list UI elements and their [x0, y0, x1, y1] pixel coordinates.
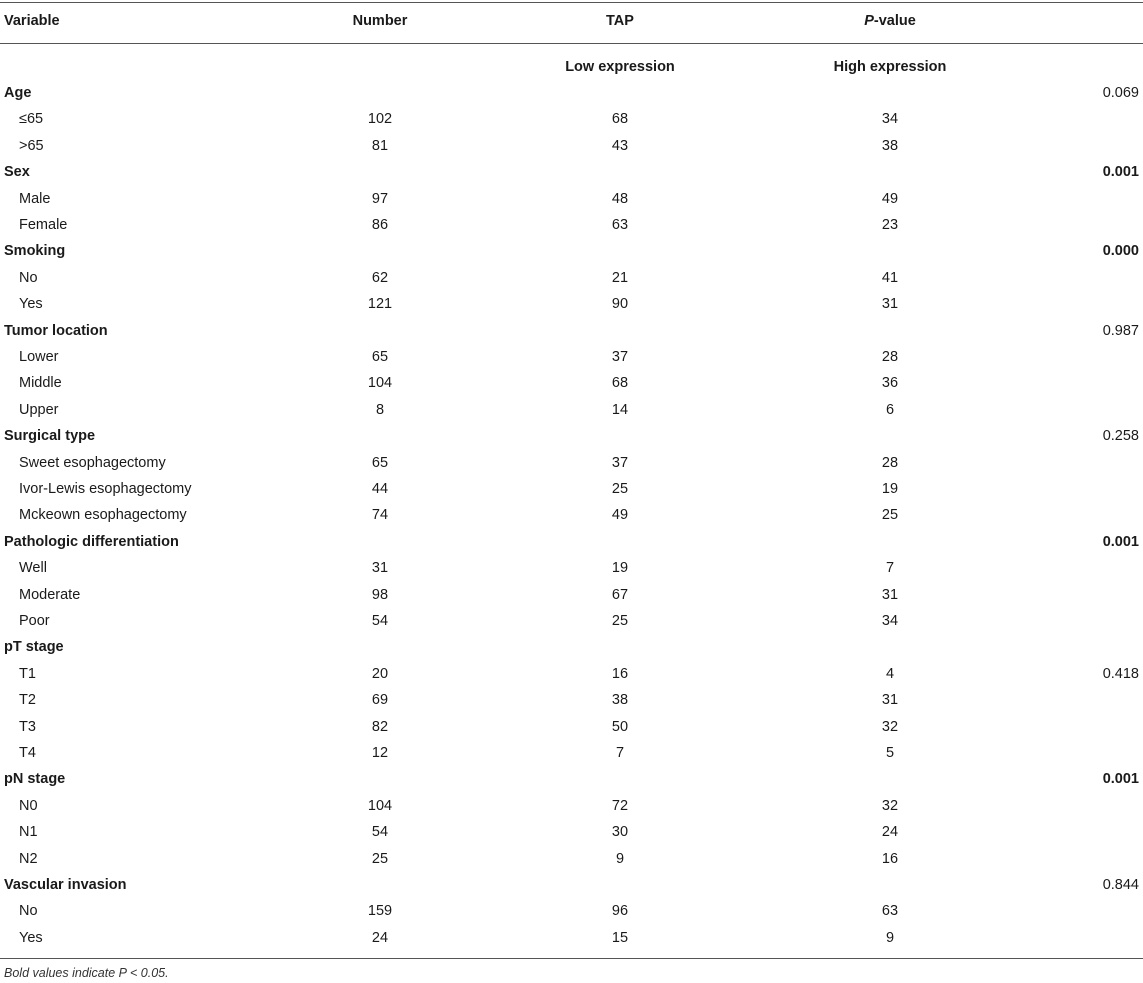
cell-high-expression: 25 [881, 507, 899, 524]
cell-low-expression: 25 [611, 481, 629, 497]
cell-low-expression: 38 [611, 692, 629, 709]
table-row [0, 661, 1143, 687]
cell-low-expression: 7 [615, 745, 625, 761]
header-pvalue-rest: -value [873, 13, 916, 29]
row-label: Well [19, 560, 47, 577]
cell-number: 82 [371, 718, 389, 735]
row-label: Male [19, 190, 51, 207]
header-pvalue [810, 8, 970, 34]
row-label: N2 [19, 850, 38, 867]
cell-high-expression: 36 [881, 375, 899, 392]
top-rule [0, 2, 1143, 3]
cell-high-expression: 34 [881, 111, 899, 128]
table-row [0, 106, 1143, 132]
table-row [0, 370, 1143, 396]
cell-high-expression: 63 [881, 903, 899, 920]
table-row [0, 344, 1143, 370]
table-footnote: Bold values indicate P < 0.05. [4, 966, 169, 980]
table-row [0, 397, 1143, 423]
row-label: No [19, 269, 38, 286]
row-label: Poor [19, 613, 50, 629]
row-label: T1 [19, 665, 36, 682]
header-number: Number [352, 13, 408, 29]
row-label: Yes [19, 929, 43, 946]
cell-number: 44 [371, 481, 389, 497]
cell-number: 121 [367, 296, 393, 313]
row-label: T2 [19, 692, 36, 709]
row-label: ≤65 [19, 111, 44, 128]
group-row [0, 423, 1143, 449]
header-variable: Variable [4, 13, 60, 29]
group-row [0, 872, 1143, 898]
cell-high-expression: 34 [881, 613, 899, 629]
cell-p-value: 0.844 [1102, 877, 1139, 893]
cell-high-expression: 28 [881, 349, 899, 365]
cell-low-expression: 19 [611, 560, 629, 577]
cell-low-expression: 15 [611, 929, 629, 946]
cell-low-expression: 68 [611, 111, 629, 128]
cell-p-value: 0.000 [1102, 243, 1139, 260]
cell-low-expression: 48 [611, 190, 629, 207]
group-label: Pathologic differentiation [4, 533, 179, 550]
row-label: Upper [19, 401, 59, 418]
group-row [0, 634, 1143, 660]
cell-low-expression: 16 [611, 665, 629, 682]
group-label: pT stage [4, 639, 64, 656]
cell-number: 31 [371, 560, 389, 577]
cell-number: 54 [371, 824, 389, 841]
table-row [0, 502, 1143, 528]
table-row [0, 476, 1143, 502]
cell-number: 81 [371, 137, 389, 154]
cell-number: 65 [371, 454, 389, 471]
table-row [0, 714, 1143, 740]
cell-p-value: 0.069 [1102, 85, 1139, 101]
row-label: Middle [19, 375, 62, 392]
cell-high-expression: 6 [885, 401, 895, 418]
table-row [0, 265, 1143, 291]
header-low-expression: Low expression [565, 59, 675, 75]
cell-low-expression: 50 [611, 718, 629, 735]
row-label: Lower [19, 349, 59, 365]
table-row [0, 687, 1143, 713]
group-row [0, 766, 1143, 792]
header-tap: TAP [606, 13, 634, 29]
cell-p-value: 0.001 [1102, 533, 1139, 550]
group-row [0, 159, 1143, 185]
cell-number: 74 [371, 507, 389, 524]
cell-p-value: 0.258 [1102, 428, 1139, 445]
group-row [0, 529, 1143, 555]
group-label: Sex [4, 164, 30, 181]
cell-p-value: 0.001 [1102, 771, 1139, 788]
cell-high-expression: 9 [885, 929, 895, 946]
cell-p-value: 0.418 [1102, 665, 1139, 682]
group-label: Tumor location [4, 322, 108, 339]
table-row [0, 608, 1143, 634]
table-row [0, 898, 1143, 924]
cell-low-expression: 30 [611, 824, 629, 841]
cell-number: 12 [371, 745, 389, 761]
cell-low-expression: 90 [611, 296, 629, 313]
group-row [0, 318, 1143, 344]
group-row [0, 80, 1143, 106]
cell-high-expression: 28 [881, 454, 899, 471]
group-label: Vascular invasion [4, 877, 127, 893]
cell-low-expression: 43 [611, 137, 629, 154]
header-row [0, 8, 1143, 34]
cell-number: 65 [371, 349, 389, 365]
cell-high-expression: 41 [881, 269, 899, 286]
cell-number: 25 [371, 850, 389, 867]
row-label: N0 [19, 797, 38, 814]
cell-high-expression: 7 [885, 560, 895, 577]
row-label: Moderate [19, 586, 81, 603]
group-label: pN stage [4, 771, 66, 788]
row-label: No [19, 903, 38, 920]
cell-low-expression: 9 [615, 850, 625, 867]
cell-number: 8 [375, 401, 385, 418]
group-row [0, 238, 1143, 264]
cell-low-expression: 72 [611, 797, 629, 814]
cell-low-expression: 96 [611, 903, 629, 920]
cell-high-expression: 4 [885, 665, 895, 682]
row-label: N1 [19, 824, 38, 841]
cell-high-expression: 24 [881, 824, 899, 841]
table-row [0, 582, 1143, 608]
table-row [0, 793, 1143, 819]
table-row [0, 846, 1143, 872]
cell-number: 102 [367, 111, 393, 128]
cell-number: 69 [371, 692, 389, 709]
table-row [0, 133, 1143, 159]
cell-high-expression: 5 [885, 745, 895, 761]
cell-low-expression: 37 [611, 454, 629, 471]
header-pvalue-italic: P [864, 13, 874, 29]
table-row [0, 819, 1143, 845]
cell-number: 86 [371, 217, 389, 233]
cell-low-expression: 21 [611, 269, 629, 286]
cell-low-expression: 68 [611, 375, 629, 392]
row-label: Female [19, 217, 68, 233]
row-label: Mckeown esophagectomy [19, 507, 187, 524]
cell-high-expression: 32 [881, 718, 899, 735]
cell-low-expression: 63 [611, 217, 629, 233]
cell-low-expression: 25 [611, 613, 629, 629]
cell-number: 62 [371, 269, 389, 286]
group-label: Smoking [4, 243, 66, 260]
cell-high-expression: 16 [881, 850, 899, 867]
header-rule [0, 43, 1143, 44]
table-row [0, 186, 1143, 212]
cell-low-expression: 14 [611, 401, 629, 418]
row-label: T3 [19, 718, 36, 735]
table-row [0, 740, 1143, 766]
cell-high-expression: 31 [881, 296, 899, 313]
row-label: Yes [19, 296, 43, 313]
cell-high-expression: 31 [881, 586, 899, 603]
cell-low-expression: 67 [611, 586, 629, 603]
bottom-rule [0, 958, 1143, 959]
cell-high-expression: 23 [881, 217, 899, 233]
group-label: Age [4, 85, 32, 101]
cell-high-expression: 32 [881, 797, 899, 814]
cell-number: 97 [371, 190, 389, 207]
table-row [0, 212, 1143, 238]
table-row [0, 450, 1143, 476]
table-row [0, 925, 1143, 951]
row-label: Sweet esophagectomy [19, 454, 166, 471]
cell-high-expression: 19 [881, 481, 899, 497]
table-row [0, 291, 1143, 317]
cell-number: 98 [371, 586, 389, 603]
cell-p-value: 0.001 [1102, 164, 1139, 181]
cell-number: 24 [371, 929, 389, 946]
cell-number: 54 [371, 613, 389, 629]
subheader-row [0, 54, 1143, 80]
header-high-expression: High expression [833, 59, 947, 75]
cell-number: 20 [371, 665, 389, 682]
row-label: Ivor-Lewis esophagectomy [19, 481, 192, 497]
cell-low-expression: 37 [611, 349, 629, 365]
group-label: Surgical type [4, 428, 96, 445]
row-label: >65 [19, 137, 44, 154]
cell-p-value: 0.987 [1102, 322, 1139, 339]
row-label: T4 [19, 745, 36, 761]
cell-number: 159 [367, 903, 393, 920]
table-row [0, 555, 1143, 581]
cell-high-expression: 49 [881, 190, 899, 207]
cell-high-expression: 38 [881, 137, 899, 154]
cell-low-expression: 49 [611, 507, 629, 524]
cell-number: 104 [367, 797, 393, 814]
cell-number: 104 [367, 375, 393, 392]
cell-high-expression: 31 [881, 692, 899, 709]
